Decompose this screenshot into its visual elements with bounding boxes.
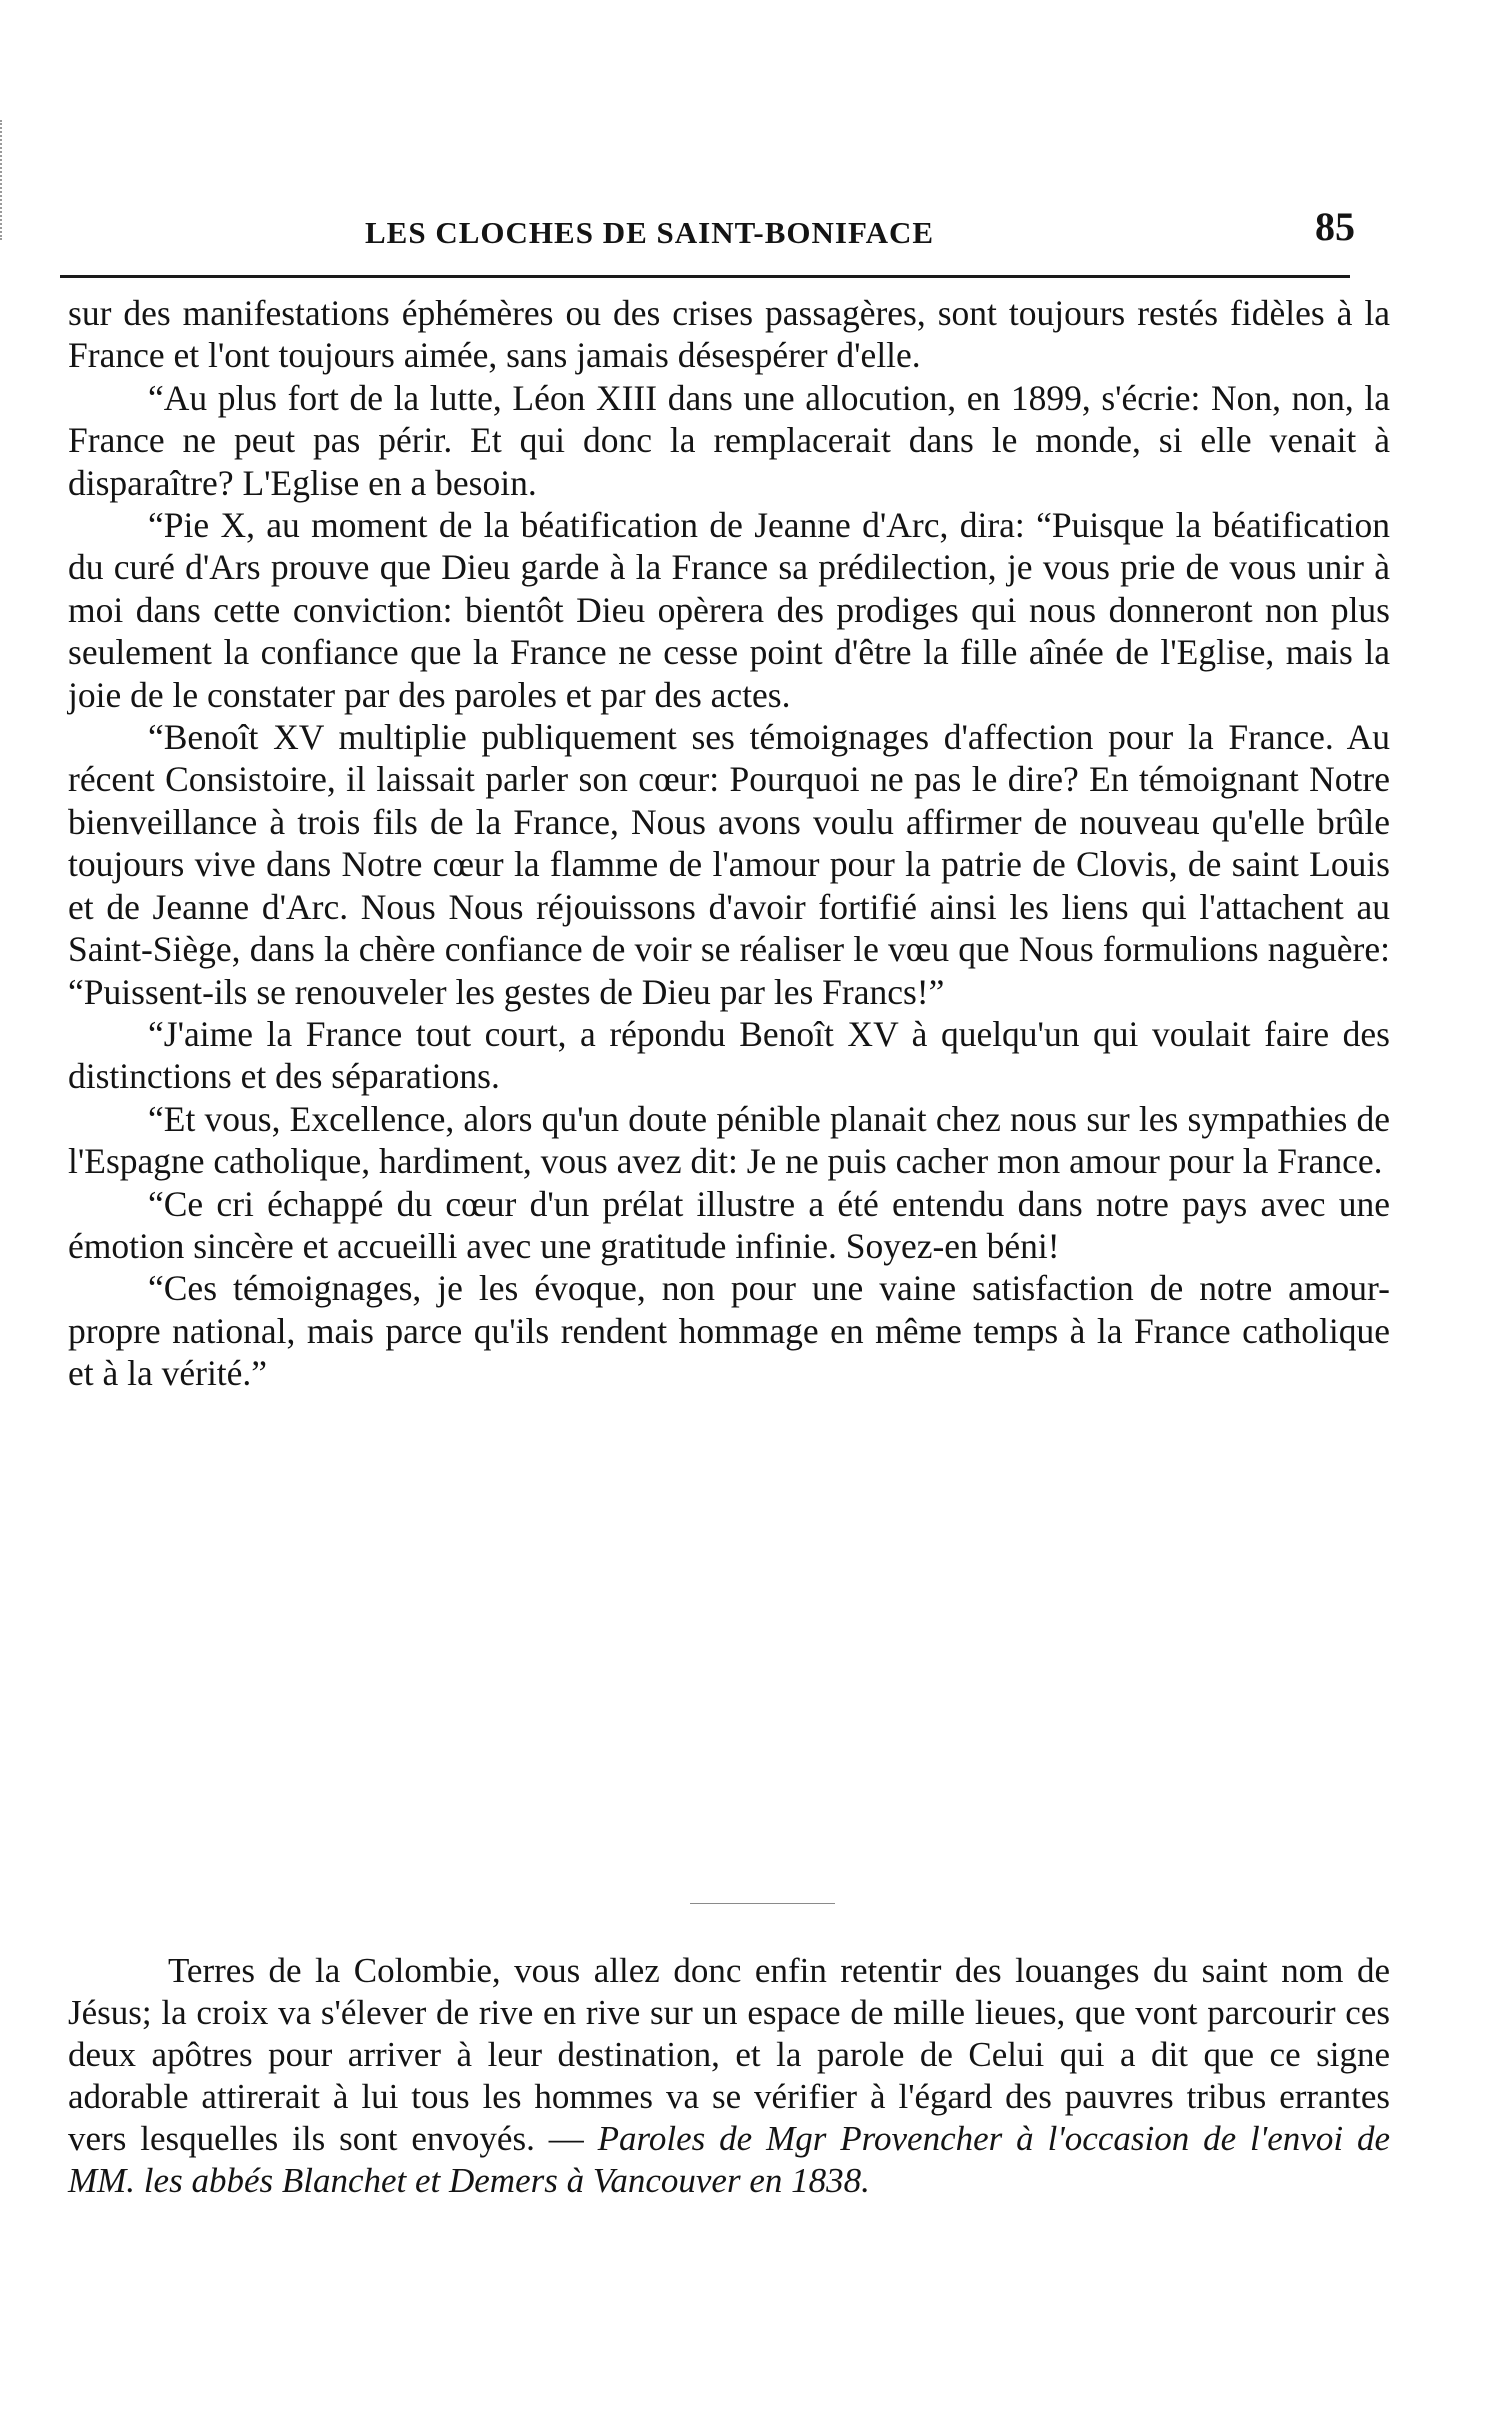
paragraph: “Ce cri échappé du cœur d'un prélat illustre a été entendu dans notre pays avec une émotion sincère et accueilli avec une gratitude infinie. Soyez-en béni! [68, 1183, 1390, 1266]
paragraph: sur des manifestations éphémères ou des crises passagères, sont toujours restés fidèles à la France et l'ont toujours aimée, sans jamais désespérer d'elle. [68, 293, 1390, 376]
main-text [68, 292, 1390, 1395]
page-header [365, 204, 1365, 265]
page-number: 85 [1315, 204, 1355, 249]
paragraph: “Ces témoignages, je les évoque, non pour une vaine satisfaction de notre amour-propre national, mais parce qu'ils rendent hommage en même temps à la France catholique et à la vérité.” [68, 1268, 1390, 1394]
header-rule [60, 275, 1350, 278]
section-separator [690, 1903, 835, 1904]
running-title: LES CLOCHES DE SAINT-BONIFACE [365, 215, 935, 250]
paragraph: “Au plus fort de la lutte, Léon XIII dans une allocution, en 1899, s'écrie: Non, non, la France ne peut pas périr. Et qui donc la remplacerait dans le monde, si elle venait à disparaître? L'Eglise en a besoin. [68, 377, 1390, 503]
paragraph: “Benoît XV multiplie publiquement ses témoignages d'affection pour la France. Au récent Consistoire, il laissait parler son cœur: Pourquoi ne pas le dire? En témoignant Notre bienveillance à trois fils de la France, Nous avons voulu affirmer de nouveau qu'elle brûle toujours vive dans Notre cœur la flamme de l'amour pour la patrie de Clovis, de saint Louis et de Jeanne d'Arc. Nous Nous réjouissons d'avoir fortifié ainsi les liens qui l'attachent au Saint-Siège, dans la chère confiance de voir se réaliser le vœu que Nous formulions naguère: “Puissent-ils se renouveler les gestes de Dieu par les Francs!” [68, 717, 1390, 1012]
footnote-source: Paroles de Mgr Provencher à l'occasion de l'envoi de MM. les abbés Blanchet et Demers à Vancouver en 1838. [68, 2119, 1391, 2200]
paragraph: “Pie X, au moment de la béatification de Jeanne d'Arc, dira: “Puisque la béatification du curé d'Ars prouve que Dieu garde à la France sa prédilection, je vous prie de vous unir à moi dans cette conviction: bientôt Dieu opèrera des prodiges qui nous donneront non plus seulement la confiance que la France ne cesse point d'être la fille aînée de l'Eglise, mais la joie de le constater par des paroles et par des actes. [68, 505, 1390, 715]
footnote-paragraph [68, 1950, 1390, 2202]
paragraph: “J'aime la France tout court, a répondu Benoît XV à quelqu'un qui voulait faire des distinctions et des séparations. [68, 1013, 1390, 1097]
footnote-text: Terres de la Colombie, vous allez donc enfin retentir des louanges du saint nom de Jésus; la croix va s'élever de rive en rive sur un espace de mille lieues, que vont parcourir ces deux apôtres pour arriver à leur destination, et la parole de Celui qui a dit que ce signe adorable attirerait à lui tous les hommes va se vérifier à l'égard des pauvres tribus errantes vers lesquelles ils sont envoyés. — [68, 1951, 1390, 2158]
margin-mark [0, 120, 6, 240]
footnote [68, 1950, 1390, 2202]
paragraph: “Et vous, Excellence, alors qu'un doute pénible planait chez nous sur les sympathies de l'Espagne catholique, hardiment, vous avez dit: Je ne puis cacher mon amour pour la France. [68, 1098, 1390, 1182]
